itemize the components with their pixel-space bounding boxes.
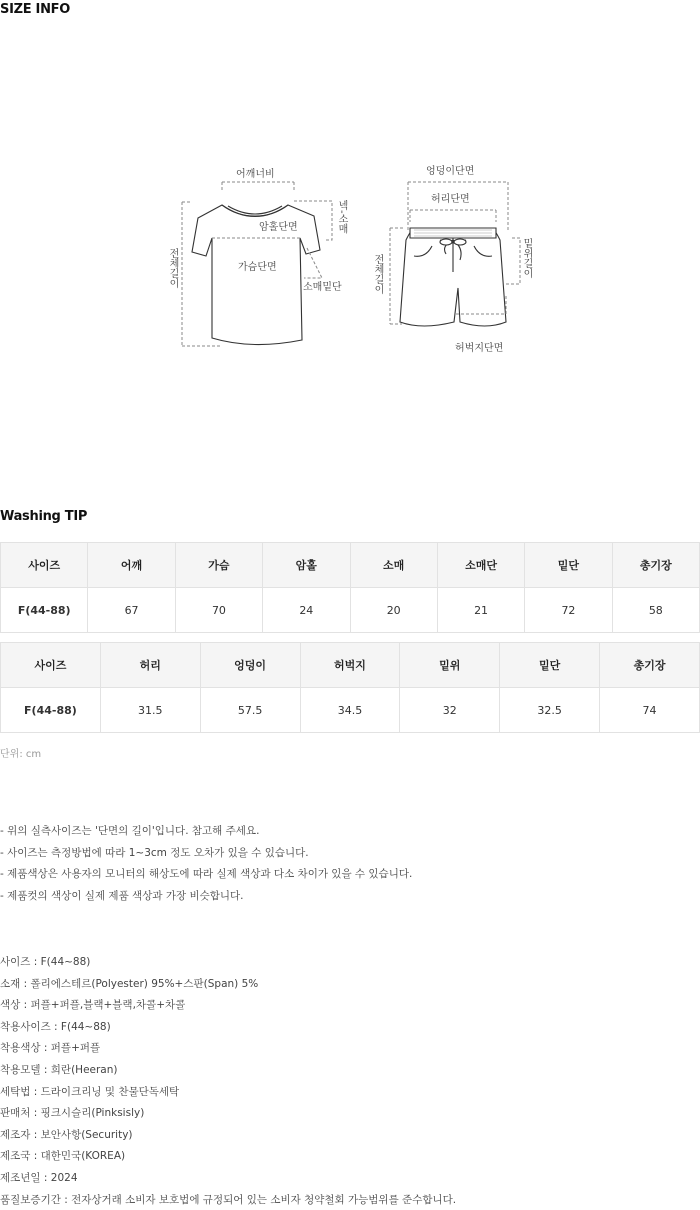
note-line: - 제품컷의 색상이 실제 제품 색상과 가장 비슷합니다.	[0, 890, 244, 903]
table-cell: 67	[88, 588, 175, 633]
table-cell: 32	[400, 688, 500, 733]
table-header: 소매단	[437, 543, 524, 588]
table-cell: 58	[612, 588, 699, 633]
hip-label: 엉덩이단면	[426, 166, 475, 177]
spec-line: 세탁법 : 드라이크리닝 및 찬물단독세탁	[0, 1085, 180, 1098]
table-row	[1, 588, 700, 633]
product-spec-list	[0, 954, 456, 1210]
top-size-table	[0, 542, 700, 633]
note-line: - 제품색상은 사용자의 모니터의 해상도에 따라 실제 색상과 다소 차이가 있을 수 있습니다.	[0, 868, 413, 881]
table-header: 암홀	[263, 543, 350, 588]
shoulder-width-label: 어깨너비	[236, 169, 275, 180]
neck-sleeve-label: 넥-소매	[336, 200, 347, 234]
table-cell: 34.5	[300, 688, 400, 733]
table-header: 밑단	[500, 643, 600, 688]
table-cell: 70	[175, 588, 262, 633]
table-header: 밑위	[400, 643, 500, 688]
table-header: 사이즈	[1, 643, 101, 688]
table-header: 밑단	[525, 543, 612, 588]
spec-line: 제조국 : 대한민국(KOREA)	[0, 1150, 126, 1163]
table-cell: 21	[437, 588, 524, 633]
table-header: 허리	[100, 643, 200, 688]
note-line: - 사이즈는 측정방법에 따라 1~3cm 정도 오차가 있을 수 있습니다.	[0, 846, 309, 859]
garment-sketch	[160, 160, 540, 360]
washing-tip-heading: Washing TIP	[0, 509, 88, 524]
spec-line: 착용색상 : 퍼플+퍼플	[0, 1042, 101, 1055]
shorts-sketch	[400, 228, 506, 326]
top-total-length-label: 전체길이	[167, 248, 178, 288]
spec-line: 색상 : 퍼플+퍼플,블랙+블랙,차콜+차콜	[0, 999, 186, 1012]
table-header: 총기장	[600, 643, 700, 688]
table-header: 어깨	[88, 543, 175, 588]
table-cell: 32.5	[500, 688, 600, 733]
table-header: 소매	[350, 543, 437, 588]
unit-note: 단위: cm	[0, 749, 42, 760]
table-cell: 31.5	[100, 688, 200, 733]
size-info-heading: SIZE INFO	[0, 2, 70, 17]
spec-line: 착용모델 : 희란(Heeran)	[0, 1063, 118, 1076]
table-header: 엉덩이	[200, 643, 300, 688]
tshirt-sketch	[192, 205, 320, 345]
spec-line: 판매처 : 핑크시슬리(Pinksisly)	[0, 1107, 145, 1120]
bottom-total-length-label: 전체길이	[372, 254, 383, 294]
spec-line: 제조년일 : 2024	[0, 1171, 78, 1184]
thigh-label: 허벅지단면	[455, 343, 504, 354]
table-cell: 72	[525, 588, 612, 633]
measurement-notes	[0, 823, 412, 910]
table-header: 가슴	[175, 543, 262, 588]
waist-label: 허리단면	[431, 194, 470, 205]
bottom-size-table	[0, 642, 700, 733]
rise-label: 밑위길이	[521, 238, 532, 278]
spec-line: 착용사이즈 : F(44~88)	[0, 1020, 111, 1033]
spec-line: 사이즈 : F(44~88)	[0, 956, 91, 968]
table-cell: F(44-88)	[1, 588, 88, 633]
table-cell: 24	[263, 588, 350, 633]
table-header: 사이즈	[1, 543, 88, 588]
note-line: - 위의 실측사이즈는 '단면의 길이'입니다. 참고해 주세요.	[0, 825, 260, 837]
table-header-row	[1, 643, 700, 688]
spec-line: 제조자 : 보안사항(Security)	[0, 1128, 133, 1141]
spec-line: 소재 : 폴리에스테르(Polyester) 95%+스판(Span) 5%	[0, 977, 259, 990]
armhole-label: 암홀단면	[259, 222, 298, 233]
table-header: 총기장	[612, 543, 699, 588]
chest-label: 가슴단면	[238, 262, 277, 273]
table-header-row	[1, 543, 700, 588]
size-diagram	[160, 160, 540, 360]
table-cell: 20	[350, 588, 437, 633]
table-header: 허벅지	[300, 643, 400, 688]
table-cell: F(44-88)	[1, 688, 101, 733]
spec-line: 품질보증기간 : 전자상거래 소비자 보호법에 규정되어 있는 소비자 청약철회 가능범위를 준수합니다.	[0, 1193, 457, 1206]
table-cell: 74	[600, 688, 700, 733]
table-row	[1, 688, 700, 733]
sleeve-hem-label: 소매밑단	[303, 282, 342, 293]
table-cell: 57.5	[200, 688, 300, 733]
